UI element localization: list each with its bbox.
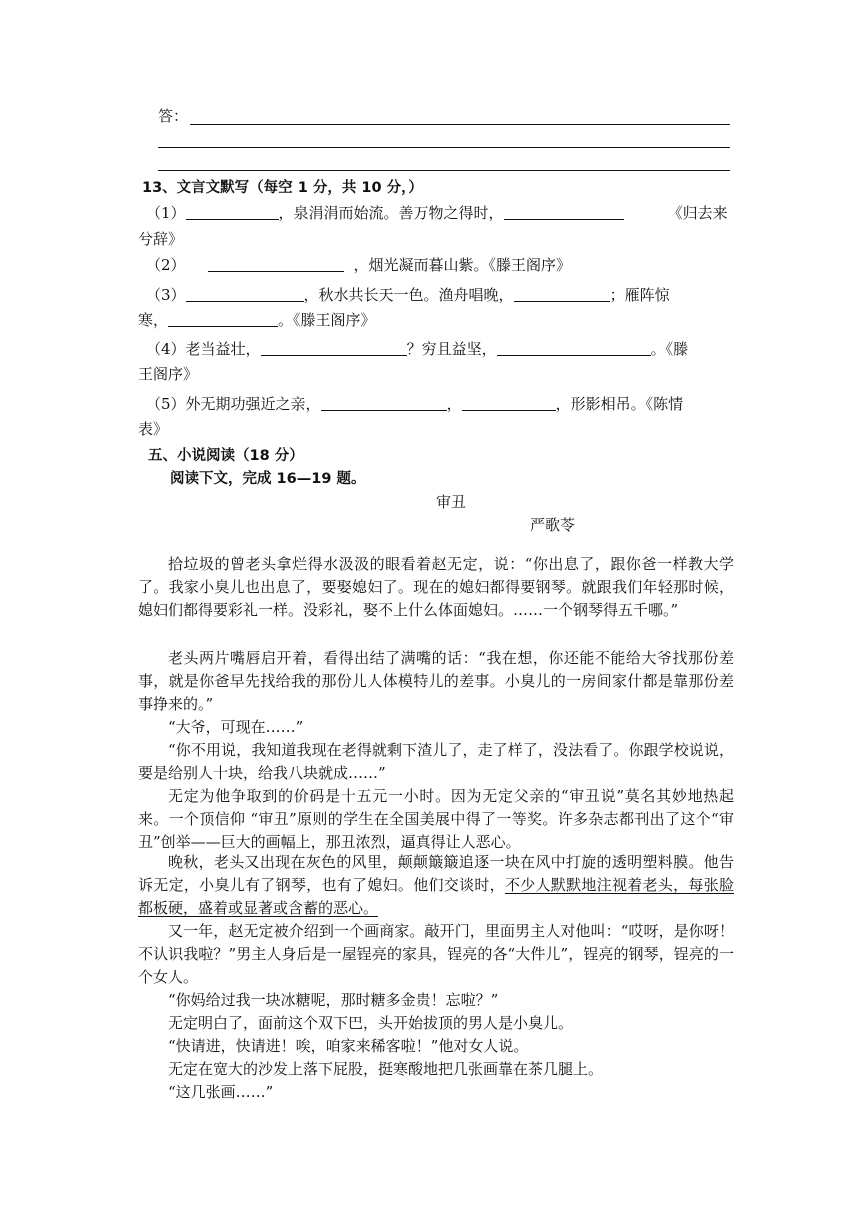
item-number: （4） xyxy=(146,340,186,358)
story-paragraph-11: 无定在宽大的沙发上落下屁股，挺寒酸地把几张画靠在茶几腿上。 xyxy=(168,1060,604,1078)
item-source: 《归去来 xyxy=(667,204,728,222)
item-number: （1） xyxy=(146,204,186,222)
section-5-instruction: 阅读下文，完成 16—19 题。 xyxy=(170,471,366,487)
story-paragraph-7: 又一年，赵无定被介绍到一个画商家。敲开门，里面男主人对他叫：“哎呀，是你呀！不认识我啦？”男主人身后是一屋锃亮的家具，锃亮的各“大件儿”，锃亮的钢琴，锃亮的一个女人。 xyxy=(138,922,734,986)
item-text-2: ？穷且益坚， xyxy=(406,340,497,358)
q13-item-5-wrap: 表》 xyxy=(138,420,169,438)
blank-1-2[interactable] xyxy=(504,204,624,220)
blank-5-2[interactable] xyxy=(462,395,556,411)
blank-4-1[interactable] xyxy=(261,340,407,356)
item-number: （2） xyxy=(146,256,186,274)
item-text: 老当益壮， xyxy=(185,340,261,358)
story-paragraph-12: “这几张画……” xyxy=(168,1083,274,1101)
story-paragraph-5: 无定为他争取到的价码是十五元一小时。因为无定父亲的“审丑说”莫名其妙地热起来。一个顶信仰 “审丑”原则的学生在全国美展中得了一等奖。许多杂志都刊出了这个“审丑”创举——巨大的画幅上，那丑浓烈，逼真得让人恶心。 xyxy=(138,787,734,851)
blank-5-1[interactable] xyxy=(321,395,447,411)
q13-title: 13、文言文默写（每空 1 分，共 10 分，） xyxy=(142,180,423,196)
item-number: （5） xyxy=(146,395,186,413)
q13-item-2 xyxy=(146,255,571,275)
blank-3-3[interactable] xyxy=(168,311,278,327)
story-paragraph-4: “你不用说，我知道我现在老得就剩下渣儿了，走了样了，没法看了。你跟学校说说，要是给别人十块，给我八块就成……” xyxy=(138,741,734,782)
item-text-3: 。《滕 xyxy=(650,340,689,358)
story-paragraph-10: “快请进，快请进！唉，咱家来稀客啦！”他对女人说。 xyxy=(168,1037,529,1055)
item-text: ，秋水共长天一色。渔舟唱晚， xyxy=(303,286,514,304)
q13-item-3 xyxy=(146,285,670,305)
story-paragraph-6: 晚秋，老头又出现在灰色的风里，颠颠簸簸追逐一块在风中打旋的透明塑料膜。他告诉无定，小臭儿有了钢琴，也有了媳妇。他们交谈时，不少人默默地注视着老头，每张脸都板硬，盛着或显著或含蓄的恶心。 xyxy=(138,853,734,917)
story-paragraph-8: “你妈给过我一块冰糖呢，那时糖多金贵！忘啦？” xyxy=(168,991,499,1009)
answer-line-2[interactable] xyxy=(158,147,730,148)
story-title: 审丑 xyxy=(436,493,467,511)
answer-line-1[interactable] xyxy=(190,124,730,125)
story-paragraph-1: 拾垃圾的曾老头拿烂得水汲汲的眼看着赵无定，说：“你出息了，跟你爸一样教大学了。我家小臭儿也出息了，要娶媳妇了。现在的媳妇都得要钢琴。就跟我们年轻那时候，媳妇们都得要彩礼一样。没彩礼，娶不上什么体面媳妇。……一个钢琴得五千哪。” xyxy=(138,555,734,619)
item-text: ，烟光凝而暮山紫。《滕王阁序》 xyxy=(353,256,572,274)
underlined-sentence: 不少人默默地注视着老头，每张脸都板硬，盛着或显著或含蓄的恶心。 xyxy=(138,876,734,917)
item-text-2: ， xyxy=(446,395,462,413)
story-author: 严歌苓 xyxy=(530,516,576,534)
section-5-title: 五、小说阅读（18 分） xyxy=(148,448,304,464)
blank-3-2[interactable] xyxy=(514,286,610,302)
blank-3-1[interactable] xyxy=(186,286,304,302)
story-paragraph-3: “大爷，可现在……” xyxy=(168,718,304,736)
item-text: ，泉涓涓而始流。善万物之得时， xyxy=(278,204,504,222)
item-text-3: ，形影相吊。《陈情 xyxy=(555,395,684,413)
blank-1-1[interactable] xyxy=(186,204,279,220)
item-text: 外无期功强近之亲， xyxy=(185,395,321,413)
q13-item-1 xyxy=(146,203,728,223)
q13-item-4 xyxy=(146,339,688,359)
blank-2-1[interactable] xyxy=(208,256,344,272)
q13-item-4-wrap: 王阁序》 xyxy=(138,365,199,383)
story-paragraph-9: 无定明白了，面前这个双下巴，头开始拔顶的男人是小臭儿。 xyxy=(168,1014,574,1032)
blank-4-2[interactable] xyxy=(497,340,651,356)
answer-line-3[interactable] xyxy=(158,170,730,171)
q13-item-5 xyxy=(146,394,683,414)
item-text-2: ；雁阵惊 xyxy=(609,286,670,304)
item-number: （3） xyxy=(146,286,186,304)
q13-item-3-wrap: 寒， 。《滕王阁序》 xyxy=(138,311,376,329)
q13-item-1-wrap: 兮辞》 xyxy=(138,230,184,248)
story-paragraph-2: 老头两片嘴唇启开着，看得出结了满嘴的话：“我在想，你还能不能给大爷找那份差事，就是你爸早先找给我的那份儿人体模特儿的差事。小臭儿的一房间家什都是靠那份差事挣来的。” xyxy=(138,649,734,713)
answer-label: 答： xyxy=(158,107,189,125)
